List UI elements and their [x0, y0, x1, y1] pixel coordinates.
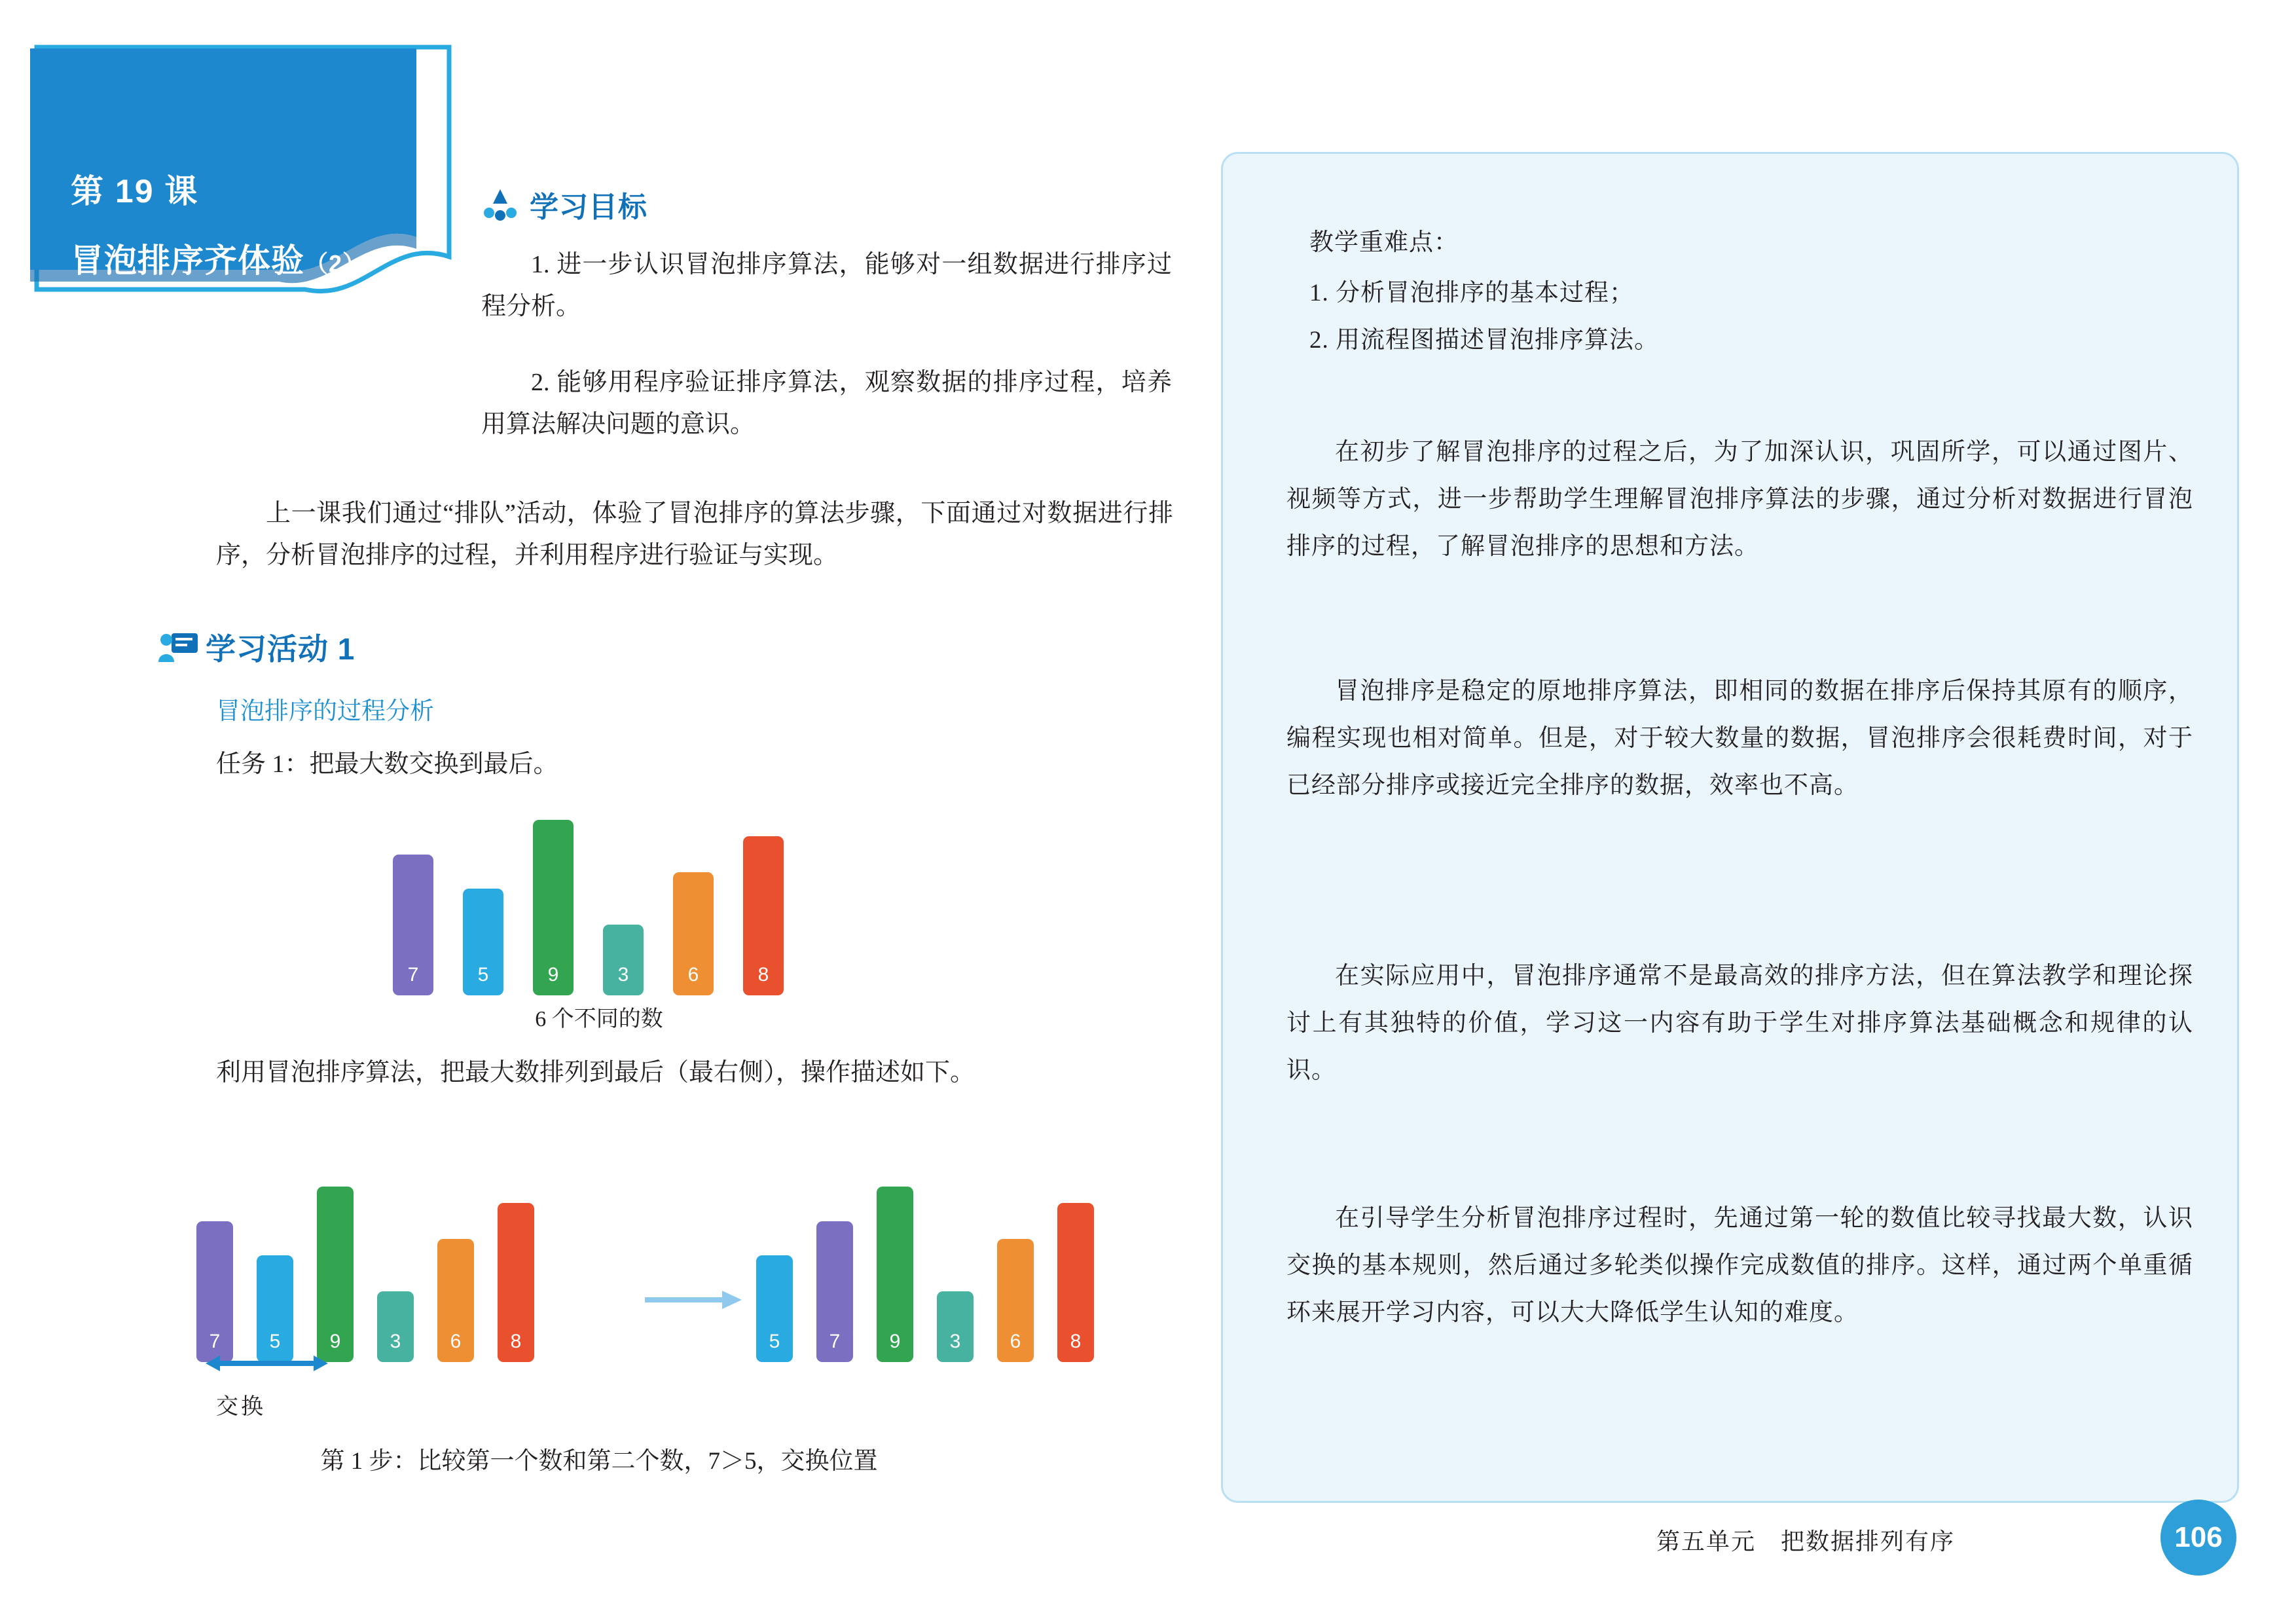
bar-5: 6 [997, 1239, 1034, 1362]
bar-6: 8 [1057, 1203, 1094, 1362]
page-number-badge: 106 [2160, 1500, 2236, 1576]
bar-6: 8 [498, 1203, 534, 1362]
goal-item-2: 2. 能够用程序验证排序算法，观察数据的排序过程，培养用算法解决问题的意识。 [481, 369, 1172, 438]
lesson-banner [24, 41, 456, 335]
swap-double-arrow-icon [203, 1350, 331, 1376]
lesson-number: 第 19 课 [71, 173, 199, 210]
bar-1: 7 [196, 1221, 233, 1362]
notes-paragraph-4: 在引导学生分析冒泡排序过程时，先通过第一轮的数值比较寻找最大数，认识交换的基本规则，然后通过多轮类似操作完成数值的排序。这样，通过两个单重循环来展开学习内容，可以大大降低学生认知的难度。 [1286, 1205, 2193, 1326]
swap-label: 交换 [216, 1395, 266, 1419]
task-1-text: 任务 1：把最大数交换到最后。 [216, 750, 558, 778]
notes-paragraph-3: 在实际应用中，冒泡排序通常不是最高效的排序方法，但在算法教学和理论探讨上有其独特的价值，学习这一内容有助于学生对排序算法基础概念和规律的认识。 [1286, 963, 2193, 1084]
person-board-icon [157, 629, 195, 665]
lesson-title-main: 冒泡排序齐体验 [71, 242, 304, 279]
bar-2: 7 [816, 1221, 853, 1362]
bar-3: 9 [317, 1187, 354, 1362]
target-icon [481, 187, 519, 222]
bar-chart-after-swap [756, 1172, 1123, 1362]
lesson-title [71, 234, 411, 282]
goal-item-1: 1. 进一步认识冒泡排序算法，能够对一组数据进行排序过程分析。 [481, 251, 1172, 320]
bar-4: 3 [937, 1291, 974, 1362]
bar-1: 7 [393, 855, 433, 995]
bar-6: 8 [743, 836, 784, 995]
bar-2: 5 [257, 1255, 293, 1362]
notes-item-1: 1. 分析冒泡排序的基本过程； [1309, 280, 1634, 306]
bar-2: 5 [463, 889, 503, 995]
intro-paragraph: 上一课我们通过“排队”活动，体验了冒泡排序的算法步骤，下面通过对数据进行排序，分析冒泡排序的过程，并利用程序进行验证与实现。 [216, 500, 1173, 569]
bar-5: 6 [437, 1239, 474, 1362]
after-chart-paragraph: 利用冒泡排序算法，把最大数排列到最后（最右侧），操作描述如下。 [216, 1059, 975, 1086]
bar-3: 9 [533, 820, 574, 995]
footer-unit-text: 第五单元 把数据排列有序 [1656, 1528, 1956, 1555]
bar-4: 3 [603, 925, 644, 995]
notes-paragraph-1: 在初步了解冒泡排序的过程之后，为了加深认识，巩固所学，可以通过图片、视频等方式，进一步帮助学生理解冒泡排序算法的步骤，通过分析对数据进行冒泡排序的过程，了解冒泡排序的思想和方法。 [1286, 439, 2193, 560]
notes-heading: 教学重难点： [1309, 229, 1459, 256]
bar-3: 9 [877, 1187, 913, 1362]
bar-chart-before-swap [196, 1172, 563, 1362]
lesson-title-suffix: （2） [304, 250, 367, 277]
activity-subtitle: 冒泡排序的过程分析 [216, 697, 434, 724]
chart-1-caption: 6 个不同的数 [535, 1007, 663, 1031]
bar-5: 6 [673, 872, 714, 995]
step-1-caption: 第 1 步：比较第一个数和第二个数，7＞5，交换位置 [320, 1448, 878, 1475]
learning-goals-label: 学习目标 [530, 191, 647, 223]
lesson-banner-text [71, 165, 411, 282]
transition-arrow-icon [645, 1287, 743, 1313]
bar-chart-initial [393, 805, 825, 995]
learning-activity-heading [157, 625, 355, 669]
notes-paragraph-2: 冒泡排序是稳定的原地排序算法，即相同的数据在排序后保持其原有的顺序，编程实现也相对简单。但是，对于较大数量的数据，冒泡排序会很耗费时间，对于已经部分排序或接近完全排序的数据，效率也不高。 [1286, 678, 2193, 799]
bar-4: 3 [377, 1291, 414, 1362]
bar-1: 5 [756, 1255, 793, 1362]
learning-activity-label: 学习活动 1 [206, 632, 355, 666]
learning-goals-heading [481, 183, 647, 225]
notes-item-2: 2. 用流程图描述冒泡排序算法。 [1309, 327, 1659, 354]
